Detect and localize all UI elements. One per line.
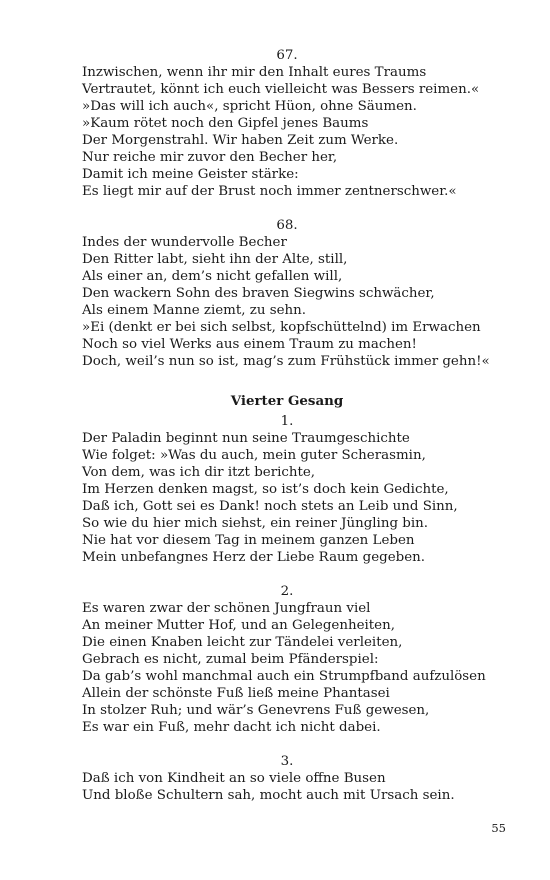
stanza-2 xyxy=(82,583,492,736)
verse-line: Den wackern Sohn des braven Siegwins schwächer, xyxy=(82,286,435,301)
verse-line: So wie du hier mich siehst, ein reiner Jüngling bin. xyxy=(82,516,429,531)
stanza-number: 68. xyxy=(276,218,298,233)
verse-line: In stolzer Ruh; und wär’s Genevrens Fuß gewesen, xyxy=(82,703,430,718)
verse-line: Indes der wundervolle Becher xyxy=(82,235,287,250)
verse-line: Daß ich, Gott sei es Dank! noch stets an Leib und Sinn, xyxy=(82,499,458,514)
verse-line: »Das will ich auch«, spricht Hüon, ohne Säumen. xyxy=(82,99,417,114)
verse-line: Es waren zwar der schönen Jungfraun viel xyxy=(82,601,371,616)
verse-line: Vertrautet, könnt ich euch vielleicht was Bessers reimen.« xyxy=(82,82,480,97)
stanza-number: 2. xyxy=(280,584,294,599)
verse-line: An meiner Mutter Hof, und an Gelegenheiten, xyxy=(82,618,395,633)
verse-line: Der Morgenstrahl. Wir haben Zeit zum Werke. xyxy=(82,133,399,148)
verse-line: »Ei (denkt er bei sich selbst, kopfschüttelnd) im Erwachen xyxy=(82,320,481,335)
verse-line: »Kaum rötet noch den Gipfel jenes Baums xyxy=(82,116,369,131)
verse-line: Und bloße Schultern sah, mocht auch mit Ursach sein. xyxy=(82,788,455,803)
verse-line: Doch, weil’s nun so ist, mag’s zum Frühstück immer gehn!« xyxy=(82,354,490,369)
verse-line: Damit ich meine Geister stärke: xyxy=(82,167,299,182)
stanza-68 xyxy=(82,217,492,370)
verse-line: Daß ich von Kindheit an so viele offne Busen xyxy=(82,771,386,786)
verse-line: Die einen Knaben leicht zur Tändelei verleiten, xyxy=(82,635,403,650)
section-heading: Vierter Gesang xyxy=(230,393,344,409)
stanza-number: 67. xyxy=(276,48,298,63)
verse-line: Gebrach es nicht, zumal beim Pfänderspiel: xyxy=(82,652,379,667)
verse-line: Nie hat vor diesem Tag in meinem ganzen Leben xyxy=(82,533,415,548)
stanza-number: 3. xyxy=(280,754,294,769)
stanza-67 xyxy=(82,47,492,200)
verse-line: Mein unbefangnes Herz der Liebe Raum gegeben. xyxy=(82,550,425,565)
verse-line: Inzwischen, wenn ihr mir den Inhalt eures Traums xyxy=(82,65,427,80)
verse-line: Im Herzen denken magst, so ist’s doch kein Gedichte, xyxy=(82,482,449,497)
verse-line: Nur reiche mir zuvor den Becher her, xyxy=(82,150,338,165)
verse-line: Als einem Manne ziemt, zu sehn. xyxy=(82,303,307,318)
verse-line: Von dem, was ich dir itzt berichte, xyxy=(82,465,316,480)
verse-line: Der Paladin beginnt nun seine Traumgeschichte xyxy=(82,431,410,446)
verse-line: Da gab’s wohl manchmal auch ein Strumpfband aufzulösen xyxy=(82,669,486,684)
verse-line: Den Ritter labt, sieht ihn der Alte, still, xyxy=(82,252,348,267)
verse-line: Allein der schönste Fuß ließ meine Phantasei xyxy=(82,686,390,701)
stanza-3 xyxy=(82,753,492,804)
verse-line: Es war ein Fuß, mehr dacht ich nicht dabei. xyxy=(82,720,381,735)
page-number: 55 xyxy=(491,821,506,835)
stanza-1 xyxy=(82,413,492,566)
verse-line: Noch so viel Werks aus einem Traum zu machen! xyxy=(82,337,417,352)
verse-line: Als einer an, dem’s nicht gefallen will, xyxy=(82,269,343,284)
verse-line: Wie folget: »Was du auch, mein guter Scherasmin, xyxy=(82,448,426,463)
verse-line: Es liegt mir auf der Brust noch immer zentnerschwer.« xyxy=(82,184,457,199)
stanza-number: 1. xyxy=(280,414,294,429)
text-block xyxy=(82,47,492,804)
